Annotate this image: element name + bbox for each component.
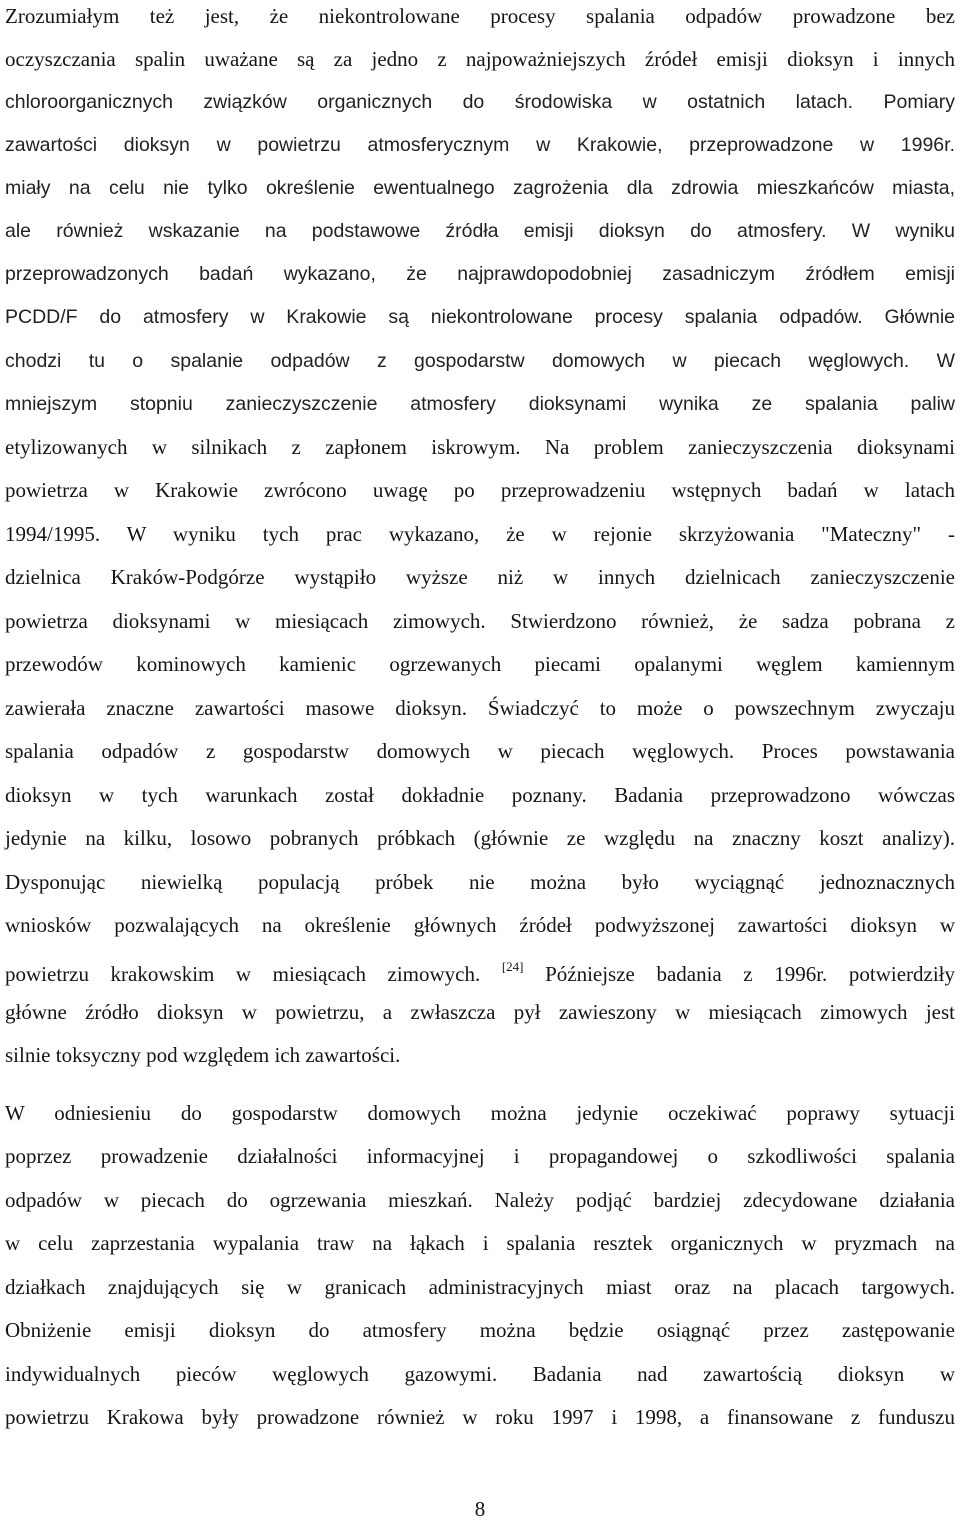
text-line: działkach znajdujących się w granicach administracyjnych miast oraz na placach targowych. [5, 1275, 955, 1299]
text-line: dzielnica Kraków-Podgórze wystąpiło wyższe niż w innych dzielnicach zanieczyszczenie [5, 565, 955, 589]
text-line: główne źródło dioksyn w powietrzu, a zwłaszcza pył zawieszony w miesiącach zimowych jest [5, 1000, 955, 1024]
text-line: przewodów kominowych kamienic ogrzewanych piecami opalanymi węglem kamiennym [5, 652, 955, 676]
text-line: W odniesieniu do gospodarstw domowych można jedynie oczekiwać poprawy sytuacji [5, 1101, 955, 1125]
text-line: miały na celu nie tylko określenie ewentualnego zagrożenia dla zdrowia mieszkańców miasta, [5, 177, 955, 199]
text-line: wniosków pozwalających na określenie głównych źródeł podwyższonej zawartości dioksyn w [5, 913, 955, 937]
text-line: jedynie na kilku, losowo pobranych próbkach (głównie ze względu na znaczny koszt analizy). [5, 826, 955, 850]
text-line: Obniżenie emisji dioksyn do atmosfery można będzie osiągnąć przez zastępowanie [5, 1318, 955, 1342]
text-line: poprzez prowadzenie działalności informacyjnej i propagandowej o szkodliwości spalania [5, 1144, 955, 1168]
text-line: powietrzu Krakowa były prowadzone również w roku 1997 i 1998, a finansowane z funduszu [5, 1405, 955, 1429]
text-line: powietrza dioksynami w miesiącach zimowych. Stwierdzono również, że sadza pobrana z [5, 609, 955, 633]
text-line: chodzi tu o spalanie odpadów z gospodarstw domowych w piecach węglowych. W [5, 350, 955, 372]
text-line: zawartości dioksyn w powietrzu atmosferycznym w Krakowie, przeprowadzone w 1996r. [5, 134, 955, 156]
text-line: przeprowadzonych badań wykazano, że najprawdopodobniej zasadniczym źródłem emisji [5, 263, 955, 285]
text-line: PCDD/F do atmosfery w Krakowie są niekontrolowane procesy spalania odpadów. Głównie [5, 306, 955, 328]
text-line: Dysponując niewielką populacją próbek nie można było wyciągnąć jednoznacznych [5, 870, 955, 894]
text-line: odpadów w piecach do ogrzewania mieszkań. Należy podjąć bardziej zdecydowane działania [5, 1188, 955, 1212]
text-span: Późniejsze badania z 1996r. potwierdziły [523, 962, 955, 986]
text-line: zawierała znaczne zawartości masowe dioksyn. Świadczyć to może o powszechnym zwyczaju [5, 696, 955, 720]
citation-reference: [24] [501, 959, 524, 974]
text-line: silnie toksyczny pod względem ich zawartości. [5, 1043, 401, 1067]
text-line: dioksyn w tych warunkach został dokładnie poznany. Badania przeprowadzono wówczas [5, 783, 955, 807]
text-line: Zrozumiałym też jest, że niekontrolowane procesy spalania odpadów prowadzone bez [5, 4, 955, 28]
text-line: spalania odpadów z gospodarstw domowych w piecach węglowych. Proces powstawania [5, 739, 955, 763]
text-line [5, 953, 955, 985]
page-number: 8 [474, 1497, 486, 1521]
text-line: powietrza w Krakowie zwrócono uwagę po przeprowadzeniu wstępnych badań w latach [5, 478, 955, 502]
text-line: ale również wskazanie na podstawowe źródła emisji dioksyn do atmosfery. W wyniku [5, 220, 955, 242]
text-line: chloroorganicznych związków organicznych do środowiska w ostatnich latach. Pomiary [5, 91, 955, 113]
text-line: oczyszczania spalin uważane są za jedno z najpoważniejszych źródeł emisji dioksyn i innych [5, 47, 955, 71]
text-line: mniejszym stopniu zanieczyszczenie atmosfery dioksynami wynika ze spalania paliw [5, 393, 955, 415]
text-line: etylizowanych w silnikach z zapłonem iskrowym. Na problem zanieczyszczenia dioksynami [5, 435, 955, 459]
text-span: powietrzu krakowskim w miesiącach zimowych. [5, 962, 502, 986]
text-line: indywidualnych pieców węglowych gazowymi. Badania nad zawartością dioksyn w [5, 1362, 955, 1386]
text-line: 1994/1995. W wyniku tych prac wykazano, że w rejonie skrzyżowania "Mateczny" - [5, 522, 955, 546]
text-line: w celu zaprzestania wypalania traw na łąkach i spalania resztek organicznych w pryzmach na [5, 1231, 955, 1255]
